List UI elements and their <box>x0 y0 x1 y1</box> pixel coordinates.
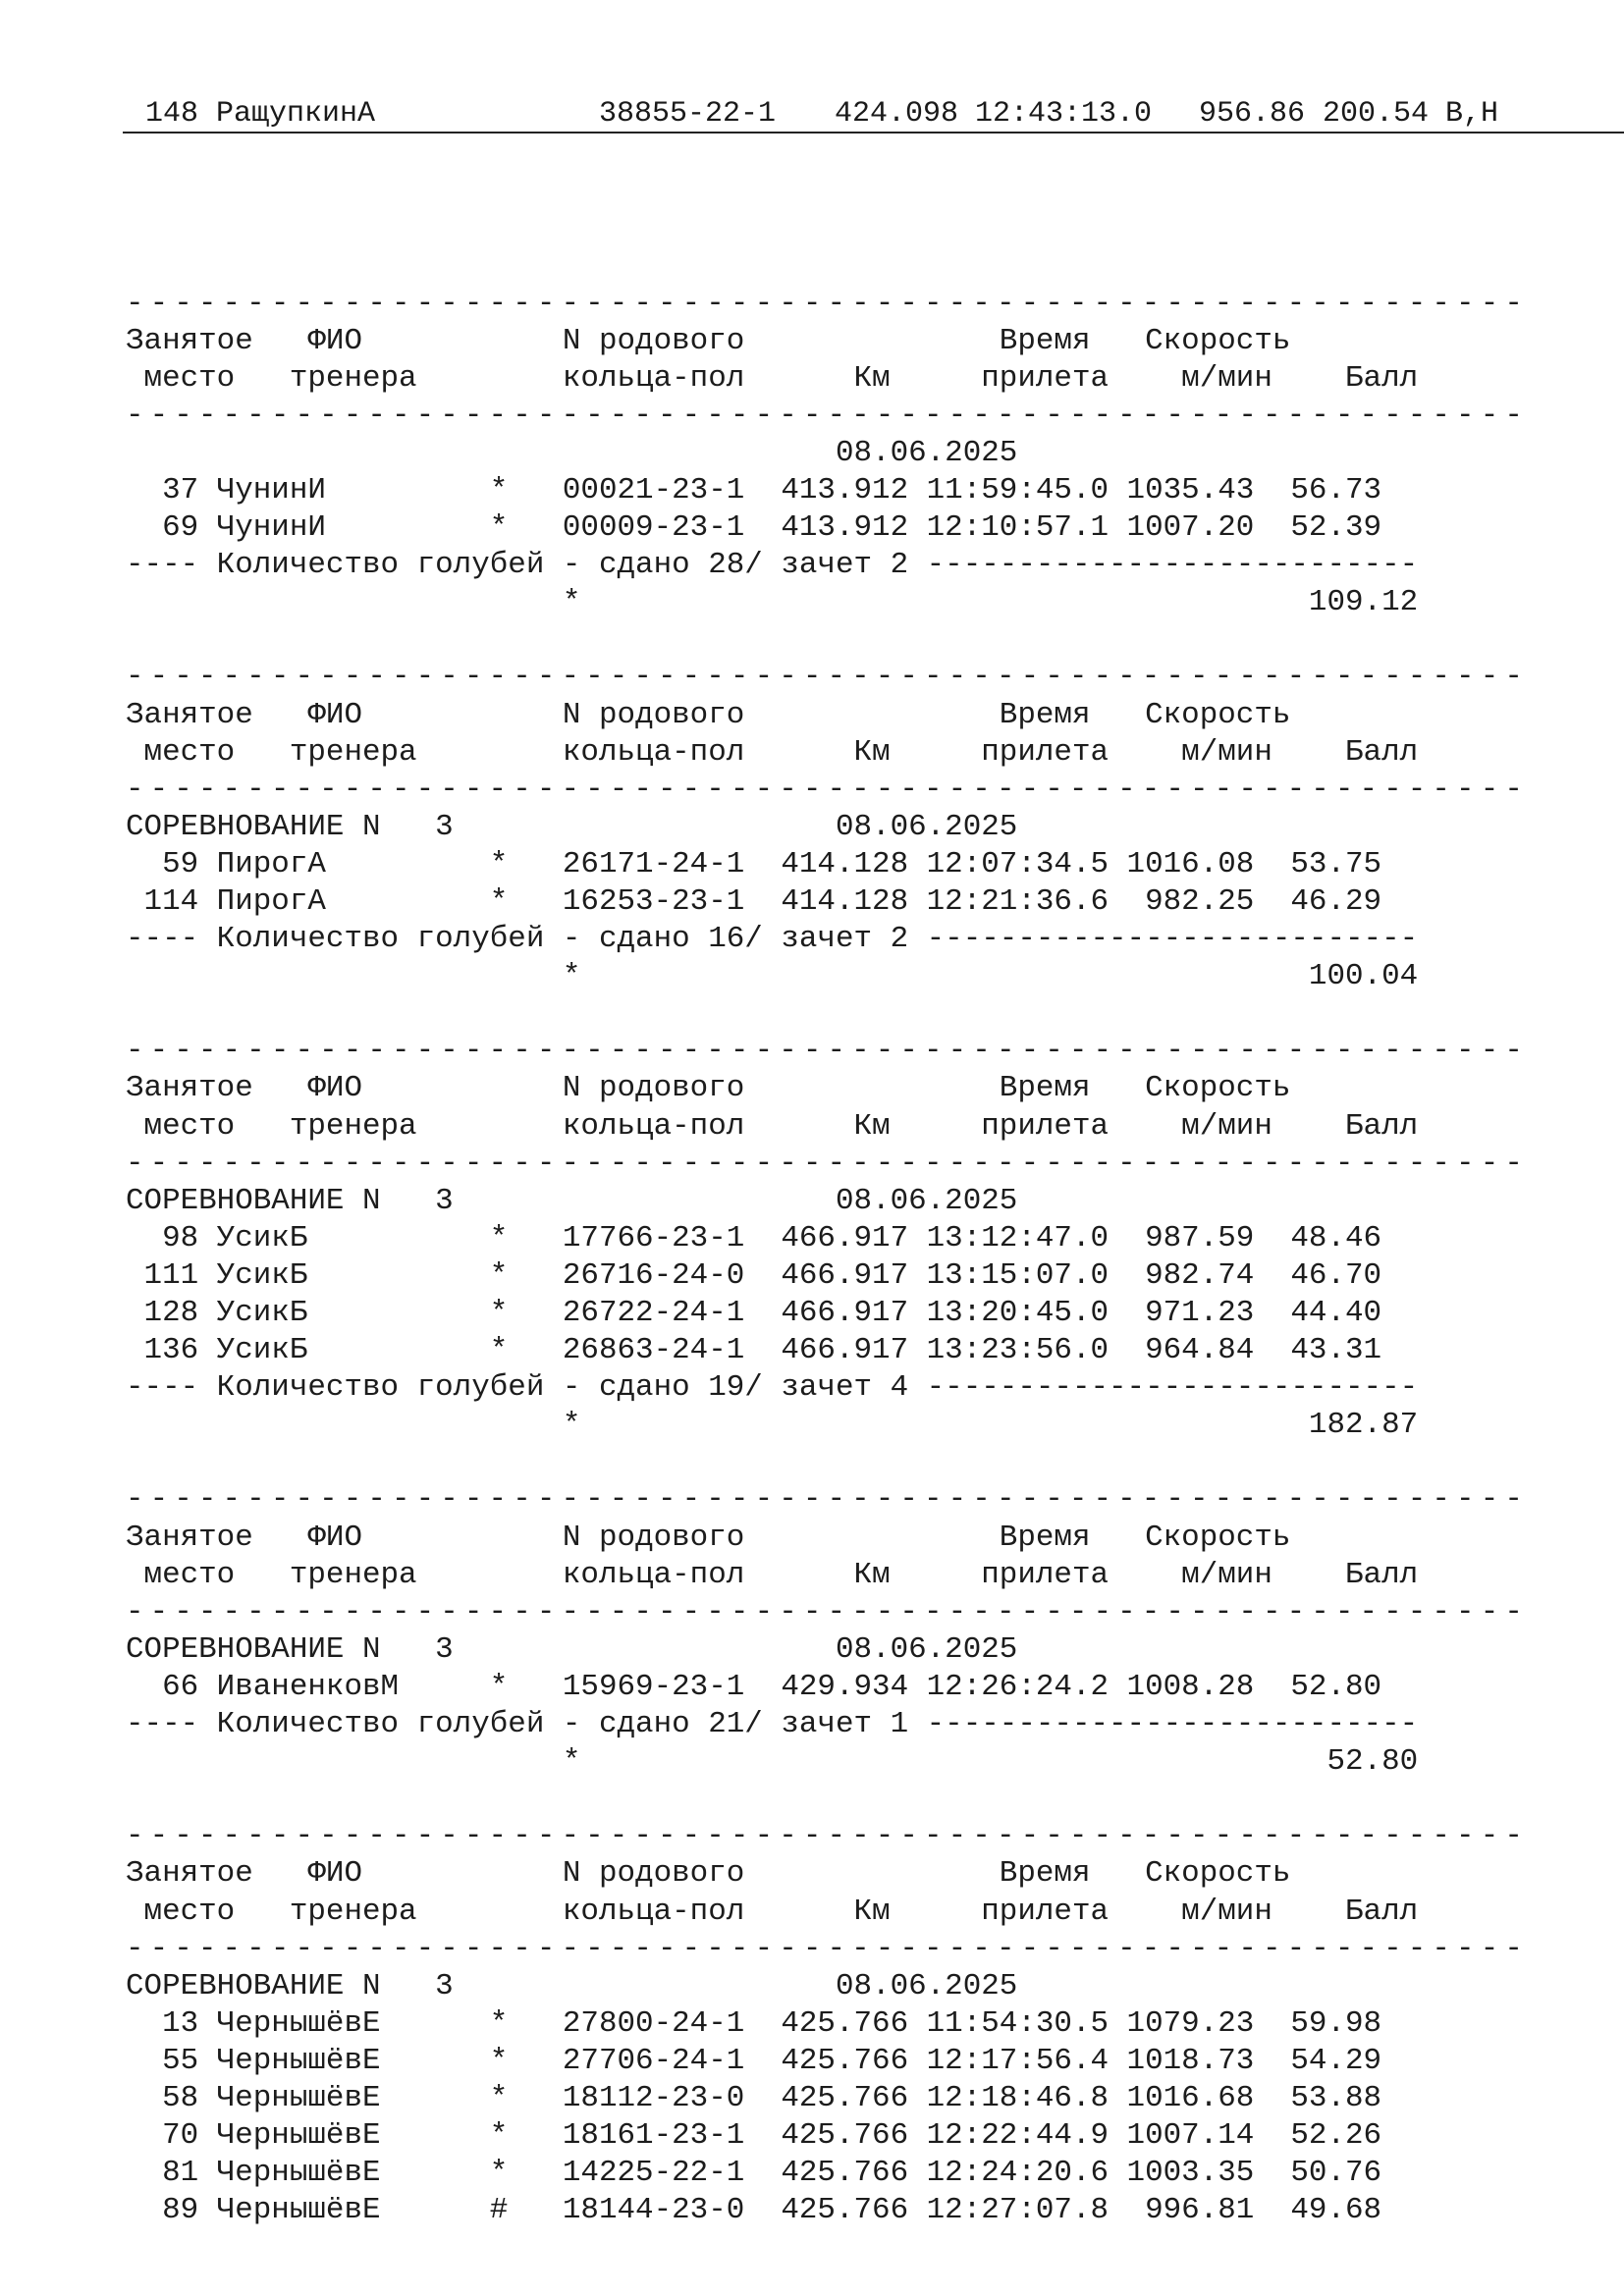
report-line: ---- Количество голубей - сдано 21/ зачет 1 --------------------------- <box>126 1707 1419 1741</box>
report-line: 89 ЧернышёвЕ # 18144-23-0 425.766 12:27:07.8 996.81 49.68 <box>126 2193 1382 2227</box>
report-line: Занятое ФИО N родового Время Скорость <box>126 1071 1291 1105</box>
header-time: 12:43:13.0 <box>975 97 1153 131</box>
report-line: 136 УсикБ * 26863-24-1 466.917 13:23:56.0 964.84 43.31 <box>126 1333 1382 1367</box>
report-line: место тренера кольца-пол Км прилета м/мин Балл <box>126 1558 1419 1592</box>
report-line: 55 ЧернышёвЕ * 27706-24-1 425.766 12:17:56.4 1018.73 54.29 <box>126 2044 1382 2078</box>
report-line: место тренера кольца-пол Км прилета м/мин Балл <box>126 1109 1419 1144</box>
report-line: 128 УсикБ * 26722-24-1 466.917 13:20:45.0 971.23 44.40 <box>126 1296 1382 1330</box>
report-line: * 109.12 <box>126 585 1419 619</box>
report-line: Занятое ФИО N родового Время Скорость <box>126 324 1291 358</box>
report-line: 81 ЧернышёвЕ * 14225-22-1 425.766 12:24:20.6 1003.35 50.76 <box>126 2156 1382 2190</box>
report-line: место тренера кольца-пол Км прилета м/мин Балл <box>126 361 1419 396</box>
report-line: место тренера кольца-пол Км прилета м/мин Балл <box>126 1895 1419 1929</box>
header-ring: 38855-22-1 <box>599 97 777 131</box>
header-points: 200.54 <box>1323 97 1430 131</box>
report-line: 58 ЧернышёвЕ * 18112-23-0 425.766 12:18:46.8 1016.68 53.88 <box>126 2081 1382 2115</box>
report-line: СОРЕВНОВАНИЕ N 3 08.06.2025 <box>126 1184 1018 1218</box>
separator-line: ---------------------------------------------------------- <box>126 287 1529 321</box>
report-line: 69 ЧунинИ * 00009-23-1 413.912 12:10:57.1 1007.20 52.39 <box>126 510 1382 545</box>
report-line: 70 ЧернышёвЕ * 18161-23-1 425.766 12:22:44.9 1007.14 52.26 <box>126 2118 1382 2153</box>
header-speed: 956.86 <box>1199 97 1306 131</box>
report-line: * 182.87 <box>126 1408 1419 1442</box>
header-km: 424.098 <box>835 97 959 131</box>
separator-line: ---------------------------------------------------------- <box>126 1147 1529 1181</box>
separator-line: ---------------------------------------------------------- <box>126 399 1529 433</box>
report-line: Занятое ФИО N родового Время Скорость <box>126 1856 1291 1891</box>
page-header <box>123 96 1624 133</box>
report-line: * 52.80 <box>126 1744 1419 1779</box>
separator-line: ---------------------------------------------------------- <box>126 1034 1529 1068</box>
report-line: 98 УсикБ * 17766-23-1 466.917 13:12:47.0 987.59 48.46 <box>126 1221 1382 1255</box>
report-line: СОРЕВНОВАНИЕ N 3 08.06.2025 <box>126 810 1018 844</box>
separator-line: ---------------------------------------------------------- <box>126 660 1529 694</box>
separator-line: ---------------------------------------------------------- <box>126 1595 1529 1629</box>
report-line: 59 ПирогА * 26171-24-1 414.128 12:07:34.5 1016.08 53.75 <box>126 847 1382 881</box>
report-line: 66 ИваненковМ * 15969-23-1 429.934 12:26:24.2 1008.28 52.80 <box>126 1670 1382 1704</box>
report-line: СОРЕВНОВАНИЕ N 3 08.06.2025 <box>126 1969 1018 2003</box>
header-name: 148 РащупкинА <box>145 97 376 131</box>
separator-line: ---------------------------------------------------------- <box>126 773 1529 807</box>
report-line: 111 УсикБ * 26716-24-0 466.917 13:15:07.0 982.74 46.70 <box>126 1258 1382 1293</box>
report-line: ---- Количество голубей - сдано 19/ зачет 4 --------------------------- <box>126 1370 1419 1405</box>
separator-line: ---------------------------------------------------------- <box>126 1819 1529 1853</box>
separator-line: ---------------------------------------------------------- <box>126 1932 1529 1966</box>
report-line: * 100.04 <box>126 959 1419 993</box>
report-line: 37 ЧунинИ * 00021-23-1 413.912 11:59:45.0 1035.43 56.73 <box>126 473 1382 507</box>
report-line: СОРЕВНОВАНИЕ N 3 08.06.2025 <box>126 1632 1018 1667</box>
report-line: Занятое ФИО N родового Время Скорость <box>126 1521 1291 1555</box>
report-line: 13 ЧернышёвЕ * 27800-24-1 425.766 11:54:30.5 1079.23 59.98 <box>126 2006 1382 2041</box>
report-line: 114 ПирогА * 16253-23-1 414.128 12:21:36.6 982.25 46.29 <box>126 884 1382 919</box>
report-line: Занятое ФИО N родового Время Скорость <box>126 698 1291 732</box>
report-line: 08.06.2025 <box>126 436 1018 470</box>
separator-line: ---------------------------------------------------------- <box>126 1482 1529 1517</box>
header-flags: В,Н <box>1445 97 1499 131</box>
report-line: ---- Количество голубей - сдано 28/ зачет 2 --------------------------- <box>126 548 1419 582</box>
report-line: место тренера кольца-пол Км прилета м/мин Балл <box>126 735 1419 770</box>
report-line: ---- Количество голубей - сдано 16/ зачет 2 --------------------------- <box>126 922 1419 956</box>
